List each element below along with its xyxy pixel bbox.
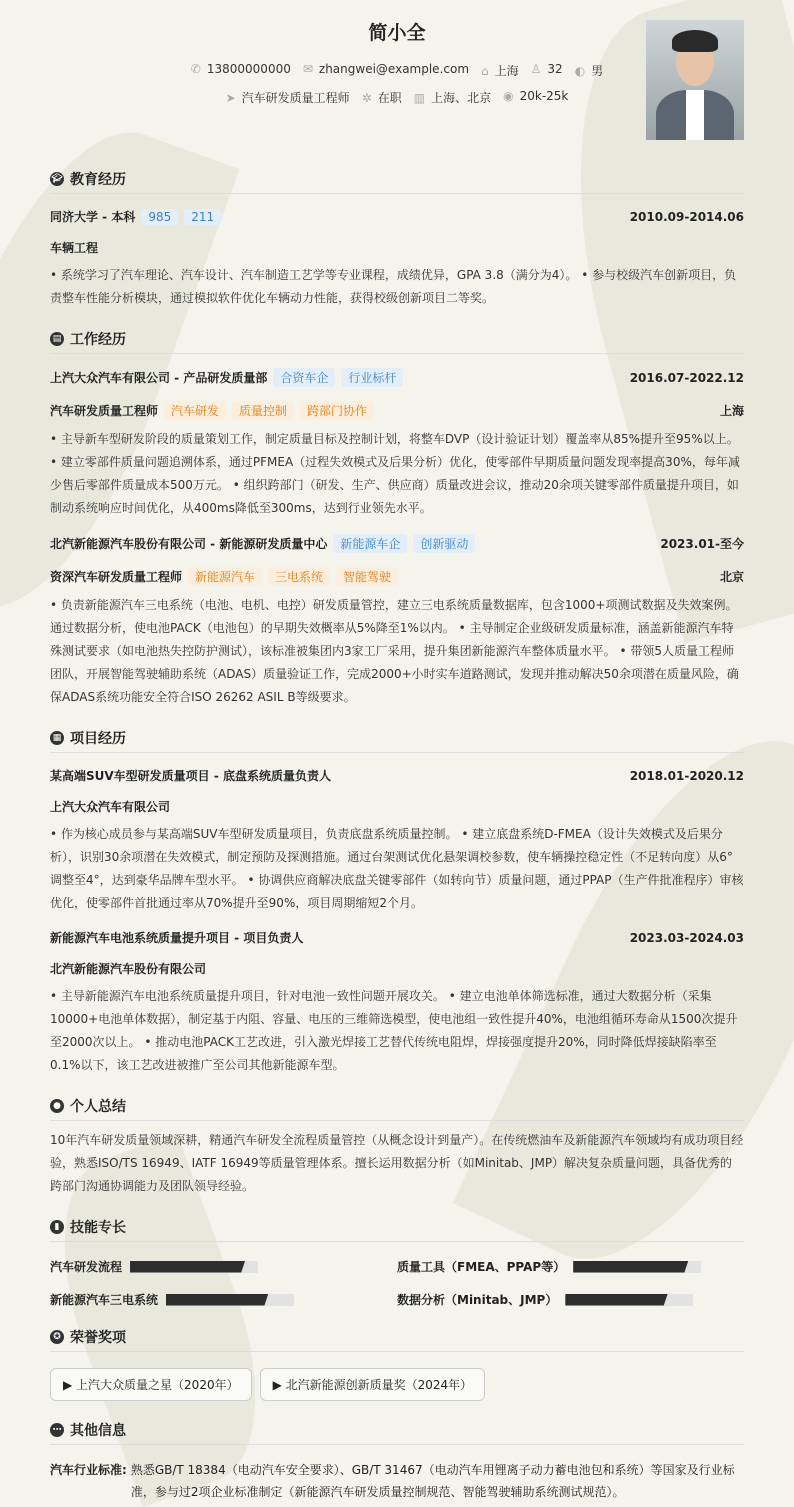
tag: 创新驱动 <box>413 534 475 553</box>
project-name: 新能源汽车电池系统质量提升项目 - 项目负责人 <box>50 931 304 945</box>
skill-item: 新能源汽车三电系统 <box>50 1291 397 1308</box>
user-icon: ● <box>50 1099 64 1113</box>
phone-icon: ✆ <box>190 62 201 76</box>
skill-bar-fill <box>565 1294 667 1306</box>
work-item <box>50 534 744 709</box>
tag: 行业标杆 <box>341 368 403 387</box>
play-icon: ▶ <box>272 1378 286 1392</box>
skill-bar <box>130 1261 258 1273</box>
skill-item: 质量工具（FMEA、PPAP等） <box>397 1258 744 1275</box>
skill-item: 数据分析（Minitab、JMP） <box>397 1291 744 1308</box>
skill-bar-fill <box>166 1294 268 1306</box>
chart-icon: ▮ <box>50 1220 64 1234</box>
skill-tag: 三电系统 <box>268 567 330 586</box>
gender: ◐ 男 <box>574 64 604 78</box>
mail-icon: ✉ <box>302 62 313 76</box>
status: ✲ 在职 <box>361 91 402 105</box>
skill-tag: 汽车研发 <box>164 401 226 420</box>
major: 车辆工程 <box>50 241 99 255</box>
briefcase-icon: ▤ <box>50 332 64 346</box>
work-item <box>50 368 744 520</box>
target-cities: ▥ 上海、北京 <box>413 91 492 105</box>
company: 北汽新能源汽车股份有限公司 - 新能源研发质量中心 <box>50 537 328 551</box>
project-desc: • 作为核心成员参与某高端SUV车型研发质量项目，负责底盘系统质量控制。 • 建立底盘系统D-FMEA（设计失效模式及后果分析），识别30余项潜在失效模式，制定预防及探测措施。通过台架测试优化悬架调校参数，使车辆操控稳定性（不足转向度）从6°调整至4°，达到豪华品牌车型水平。 • 协调供应商解决底盘关键零部件（如转向节）质量问题，通过PPAP（生产件批准程序）审核优化，使零部件首批通过率从70%提升至90%，项目周期缩短2个月。 <box>50 827 744 910</box>
phone: ✆ 13800000000 <box>190 62 291 76</box>
age: ♙ 32 <box>530 62 563 76</box>
avatar <box>646 20 744 140</box>
school: 同济大学 - 本科 <box>50 210 136 224</box>
work-desc: • 主导新车型研发阶段的质量策划工作，制定质量目标及控制计划，将整车DVP（设计验证计划）覆盖率从85%提升至95%以上。 • 建立零部件质量问题追溯体系，通过PFMEA（过程失效模式及后果分析）优化，使零部件早期质量问题发现率提高30%，每年减少售后零部件质量成本500万元。 • 组织跨部门（研发、生产、供应商）质量改进会议，推动20余项关键零部件质量提升项目，如制动系统响应时间优化，从400ms降低至300ms，达到行业领先水平。 <box>50 432 740 515</box>
project-name: 某高端SUV车型研发质量项目 - 底盘系统质量负责人 <box>50 769 332 783</box>
company: 上汽大众汽车有限公司 - 产品研发质量部 <box>50 371 268 385</box>
education-desc: • 系统学习了汽车理论、汽车设计、汽车制造工艺学等专业课程，成绩优异，GPA 3.8（满分为4）。 • 参与校级汽车创新项目，负责整车性能分析模块，通过模拟软件优化车辆动力性能，获得校级创新项目二等奖。 <box>50 268 737 305</box>
award-item: ▶ 上汽大众质量之星（2020年） <box>50 1368 252 1401</box>
project-org: 上汽大众汽车有限公司 <box>50 800 171 814</box>
graduation-cap-icon: 🎓︎ <box>51 173 63 184</box>
skill-bar-fill <box>130 1261 245 1273</box>
date: 2018.01-2020.12 <box>629 768 744 783</box>
email: ✉ zhangwei@example.com <box>302 62 470 76</box>
tag: 985 <box>141 209 178 225</box>
project-item <box>50 929 744 1077</box>
job-title: 资深汽车研发质量工程师 <box>50 570 183 584</box>
send-icon: ➤ <box>225 91 236 105</box>
home-icon: ⌂ <box>481 64 489 78</box>
work-desc: • 负责新能源汽车三电系统（电池、电机、电控）研发质量管控，建立三电系统质量数据库，包含1000+项测试数据及失效案例。通过数据分析，使电池PACK（电池包）的早期失效概率从5%降至1%以内。 • 主导制定企业级研发质量标准，涵盖新能源汽车特殊测试要求（如电池热失控防护测试），该标准被集团内3家工厂采用，提升集团新能源汽车整体质量水平。 • 带领5人质量工程师团队，开展智能驾驶辅助系统（ADAS）质量验证工作，完成2000+小时实车道路测试，发现并推动解决50余项潜在质量风险，确保ADAS系统功能安全符合ISO 26262 ASIL B等级要求。 <box>50 598 739 704</box>
gear-icon: ✲ <box>361 91 372 105</box>
tag: 211 <box>184 209 221 225</box>
skill-bar <box>565 1294 693 1306</box>
skill-bar-fill <box>573 1261 688 1273</box>
position: ➤ 汽车研发质量工程师 <box>225 91 350 105</box>
section-summary: ● 个人总结 <box>50 1091 744 1121</box>
skill-tag: 智能驾驶 <box>336 567 398 586</box>
coin-icon: ◉ <box>503 89 514 103</box>
award-item: ▶ 北汽新能源创新质量奖（2024年） <box>260 1368 486 1401</box>
section-work: ▤ 工作经历 <box>50 324 744 354</box>
city: ⌂ 上海 <box>481 64 519 78</box>
section-other: ⋯ 其他信息 <box>50 1415 744 1445</box>
project-item <box>50 767 744 915</box>
job-title: 汽车研发质量工程师 <box>50 404 159 418</box>
skill-bar <box>166 1294 294 1306</box>
section-projects: ▦ 项目经历 <box>50 723 744 753</box>
project-org: 北汽新能源汽车股份有限公司 <box>50 962 207 976</box>
skill-bar <box>573 1261 701 1273</box>
candidate-name: 简小全 <box>368 22 426 44</box>
award-icon: ✪ <box>50 1330 64 1344</box>
section-education: 🎓︎ 教育经历 <box>50 164 744 194</box>
more-icon: ⋯ <box>50 1423 64 1437</box>
building-icon: ▥ <box>413 91 426 105</box>
section-awards: ✪ 荣誉奖项 <box>50 1322 744 1352</box>
summary-text: 10年汽车研发质量领域深耕，精通汽车研发全流程质量管控（从概念设计到量产）。在传统燃油车及新能源汽车领域均有成功项目经验，熟悉ISO/TS 16949、IATF 16949等质量管理体系。擅长运用数据分析（如Minitab、JMP）解决复杂质量问题，具备优秀的跨部门沟通协调能力及团队领导经验。 <box>50 1133 744 1193</box>
resume-header <box>50 0 744 150</box>
grid-icon: ▦ <box>50 731 64 745</box>
date: 2010.09-2014.06 <box>629 209 744 224</box>
date: 2023.01-至今 <box>660 537 744 551</box>
project-desc: • 主导新能源汽车电池系统质量提升项目，针对电池一致性问题开展攻关。 • 建立电池单体筛选标准，通过大数据分析（采集10000+电池单体数据），制定基于内阻、容量、电压的三维筛选模型，使电池组一致性提升40%，电池组循环寿命从1500次提升至2000次以上。 • 推动电池PACK工艺改进，引入激光焊接工艺替代传统电阻焊，焊接强度提升20%，同时降低焊接缺陷率至0.1%以下，该工艺改进被推广至公司其他新能源车型。 <box>50 989 738 1072</box>
location: 上海 <box>719 404 744 418</box>
date: 2023.03-2024.03 <box>629 930 744 945</box>
other-text: 熟悉GB/T 18384（电动汽车安全要求）、GB/T 31467（电动汽车用锂离子动力蓄电池包和系统）等国家及行业标准，参与过2项企业标准制定（新能源汽车研发质量控制规范、智能驾驶辅助系统测试规范）。 <box>130 1463 735 1499</box>
salary: ◉ 20k-25k <box>503 89 569 103</box>
other-label: 汽车行业标准: <box>50 1463 127 1477</box>
skill-item: 汽车研发流程 <box>50 1258 397 1275</box>
cake-icon: ♙ <box>530 62 542 76</box>
skill-tag: 跨部门协作 <box>300 401 374 420</box>
date: 2016.07-2022.12 <box>629 370 744 385</box>
skill-tag: 新能源汽车 <box>188 567 262 586</box>
gender-icon: ◐ <box>574 64 586 78</box>
play-icon: ▶ <box>63 1378 77 1392</box>
location: 北京 <box>719 570 744 584</box>
skill-tag: 质量控制 <box>232 401 294 420</box>
tag: 新能源车企 <box>333 534 407 553</box>
tag: 合资车企 <box>273 368 335 387</box>
section-skills: ▮ 技能专长 <box>50 1212 744 1242</box>
